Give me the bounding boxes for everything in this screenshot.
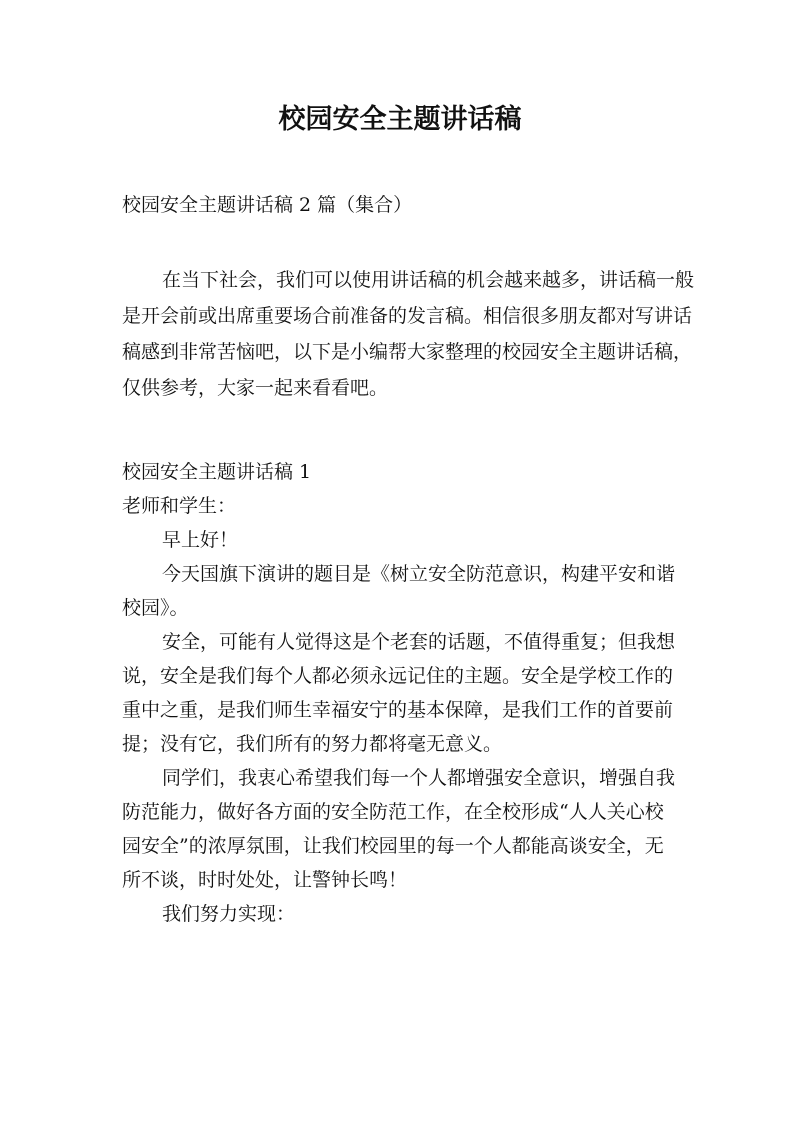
speech-paragraph: 今天国旗下演讲的题目是《树立安全防范意识，构建平安和谐校园》。 xyxy=(122,563,676,619)
section-title: 校园安全主题讲话稿 1 xyxy=(122,461,312,483)
speech-paragraph: 安全，可能有人觉得这是个老套的话题，不值得重复；但我想说，安全是我们每个人都必须永远记住的主题。安全是学校工作的重中之重，是我们师生幸福安宁的基本保障，是我们工作的首要前提；没有它，我们所有的努力都将毫无意义。 xyxy=(122,631,676,755)
document-subtitle: 校园安全主题讲话稿 2 篇（集合） xyxy=(122,194,413,216)
intro-paragraph: 在当下社会，我们可以使用讲话稿的机会越来越多，讲话稿一般是开会前或出席重要场合前准备的发言稿。相信很多朋友都对写讲话稿感到非常苦恼吧，以下是小编帮大家整理的校园安全主题讲话稿，仅供参考，大家一起来看看吧。 xyxy=(122,269,695,399)
document-title: 校园安全主题讲话稿 xyxy=(278,104,522,135)
salutation: 老师和学生： xyxy=(122,495,237,517)
speech-body xyxy=(122,455,682,931)
speech-paragraph: 我们努力实现： xyxy=(162,903,296,925)
speech-paragraph: 同学们，我衷心希望我们每一个人都增强安全意识，增强自我防范能力，做好各方面的安全防范工作，在全校形成“人人关心校园安全”的浓厚氛围，让我们校园里的每一个人都能高谈安全，无所不谈，时时处处，让警钟长鸣！ xyxy=(122,767,676,891)
greeting: 早上好！ xyxy=(162,529,239,551)
